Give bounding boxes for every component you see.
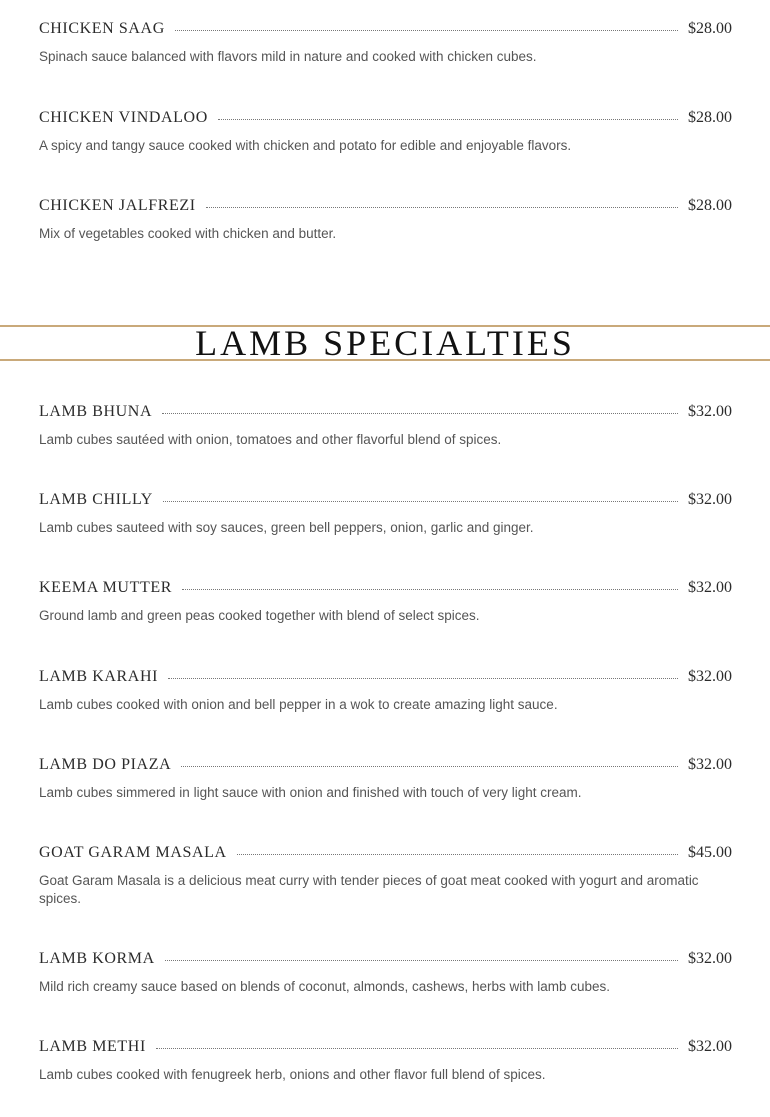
- menu-item: [39, 18, 732, 66]
- menu-item-price: $32.00: [688, 403, 732, 420]
- section-title: LAMB SPECIALTIES: [195, 323, 575, 363]
- menu-item-header: [39, 401, 732, 423]
- dotted-leader: [182, 589, 678, 590]
- menu-item-price: $32.00: [688, 756, 732, 773]
- menu-item-name: CHICKEN VINDALOO: [39, 109, 218, 127]
- menu-item: [39, 107, 732, 155]
- menu-item-header: [39, 195, 732, 217]
- menu-item-header: [39, 754, 732, 776]
- menu-item: [39, 195, 732, 243]
- menu-item: [39, 842, 732, 908]
- menu-item-name: LAMB BHUNA: [39, 403, 162, 421]
- menu-item-name: LAMB DO PIAZA: [39, 756, 181, 774]
- menu-item: [39, 754, 732, 802]
- menu-item-price: $32.00: [688, 491, 732, 508]
- menu-item-header: [39, 948, 732, 970]
- menu-item-description: Mix of vegetables cooked with chicken and butter.: [39, 226, 337, 241]
- dotted-leader: [162, 413, 678, 414]
- dotted-leader: [156, 1048, 678, 1049]
- menu-item-description: Mild rich creamy sauce based on blends of coconut, almonds, cashews, herbs with lamb cubes.: [39, 979, 611, 994]
- menu-item: [39, 577, 732, 625]
- dotted-leader: [175, 30, 678, 31]
- menu-item-header: [39, 18, 732, 40]
- menu-item-price: $28.00: [688, 197, 732, 214]
- dotted-leader: [218, 119, 678, 120]
- menu-item-description: Lamb cubes sautéed with onion, tomatoes and other flavorful blend of spices.: [39, 432, 502, 447]
- menu-item-header: [39, 489, 732, 511]
- menu-item-price: $32.00: [688, 1038, 732, 1055]
- menu-item-header: [39, 666, 732, 688]
- menu-item-header: [39, 842, 732, 864]
- menu-item-name: LAMB KARAHI: [39, 668, 168, 686]
- menu-item-price: $32.00: [688, 579, 732, 596]
- menu-item-price: $28.00: [688, 20, 732, 37]
- menu-item-header: [39, 107, 732, 129]
- menu-item-price: $32.00: [688, 950, 732, 967]
- dotted-leader: [206, 207, 678, 208]
- dotted-leader: [181, 766, 678, 767]
- menu-item-price: $45.00: [688, 844, 732, 861]
- menu-item-description: Lamb cubes cooked with fenugreek herb, onions and other flavor full blend of spices.: [39, 1067, 546, 1082]
- menu-item: [39, 1036, 732, 1084]
- menu-item-header: [39, 577, 732, 599]
- menu-item-description: Lamb cubes simmered in light sauce with onion and finished with touch of very light cream.: [39, 785, 582, 800]
- menu-item-description: Ground lamb and green peas cooked together with blend of select spices.: [39, 608, 480, 623]
- menu-item: [39, 401, 732, 449]
- menu-item-description: Spinach sauce balanced with flavors mild in nature and cooked with chicken cubes.: [39, 49, 537, 64]
- menu-item-name: LAMB METHI: [39, 1038, 156, 1056]
- menu-item-name: CHICKEN JALFREZI: [39, 197, 206, 215]
- dotted-leader: [165, 960, 678, 961]
- menu-item-price: $28.00: [688, 109, 732, 126]
- menu-item-description: Goat Garam Masala is a delicious meat curry with tender pieces of goat meat cooked with yogurt and aromatic spices.: [39, 873, 699, 906]
- dotted-leader: [237, 854, 678, 855]
- menu-item: [39, 948, 732, 996]
- menu-item-name: LAMB KORMA: [39, 950, 165, 968]
- menu-item-name: CHICKEN SAAG: [39, 20, 175, 38]
- menu-item-name: KEEMA MUTTER: [39, 579, 182, 597]
- dotted-leader: [168, 678, 678, 679]
- menu-item-description: A spicy and tangy sauce cooked with chicken and potato for edible and enjoyable flavors.: [39, 138, 572, 153]
- menu-item: [39, 666, 732, 714]
- menu-item-header: [39, 1036, 732, 1058]
- menu-item-name: GOAT GARAM MASALA: [39, 844, 237, 862]
- menu-item-price: $32.00: [688, 668, 732, 685]
- menu-item-description: Lamb cubes sauteed with soy sauces, green bell peppers, onion, garlic and ginger.: [39, 520, 534, 535]
- menu-item-name: LAMB CHILLY: [39, 491, 163, 509]
- menu-item-description: Lamb cubes cooked with onion and bell pepper in a wok to create amazing light sauce.: [39, 697, 558, 712]
- menu-item: [39, 489, 732, 537]
- dotted-leader: [163, 501, 678, 502]
